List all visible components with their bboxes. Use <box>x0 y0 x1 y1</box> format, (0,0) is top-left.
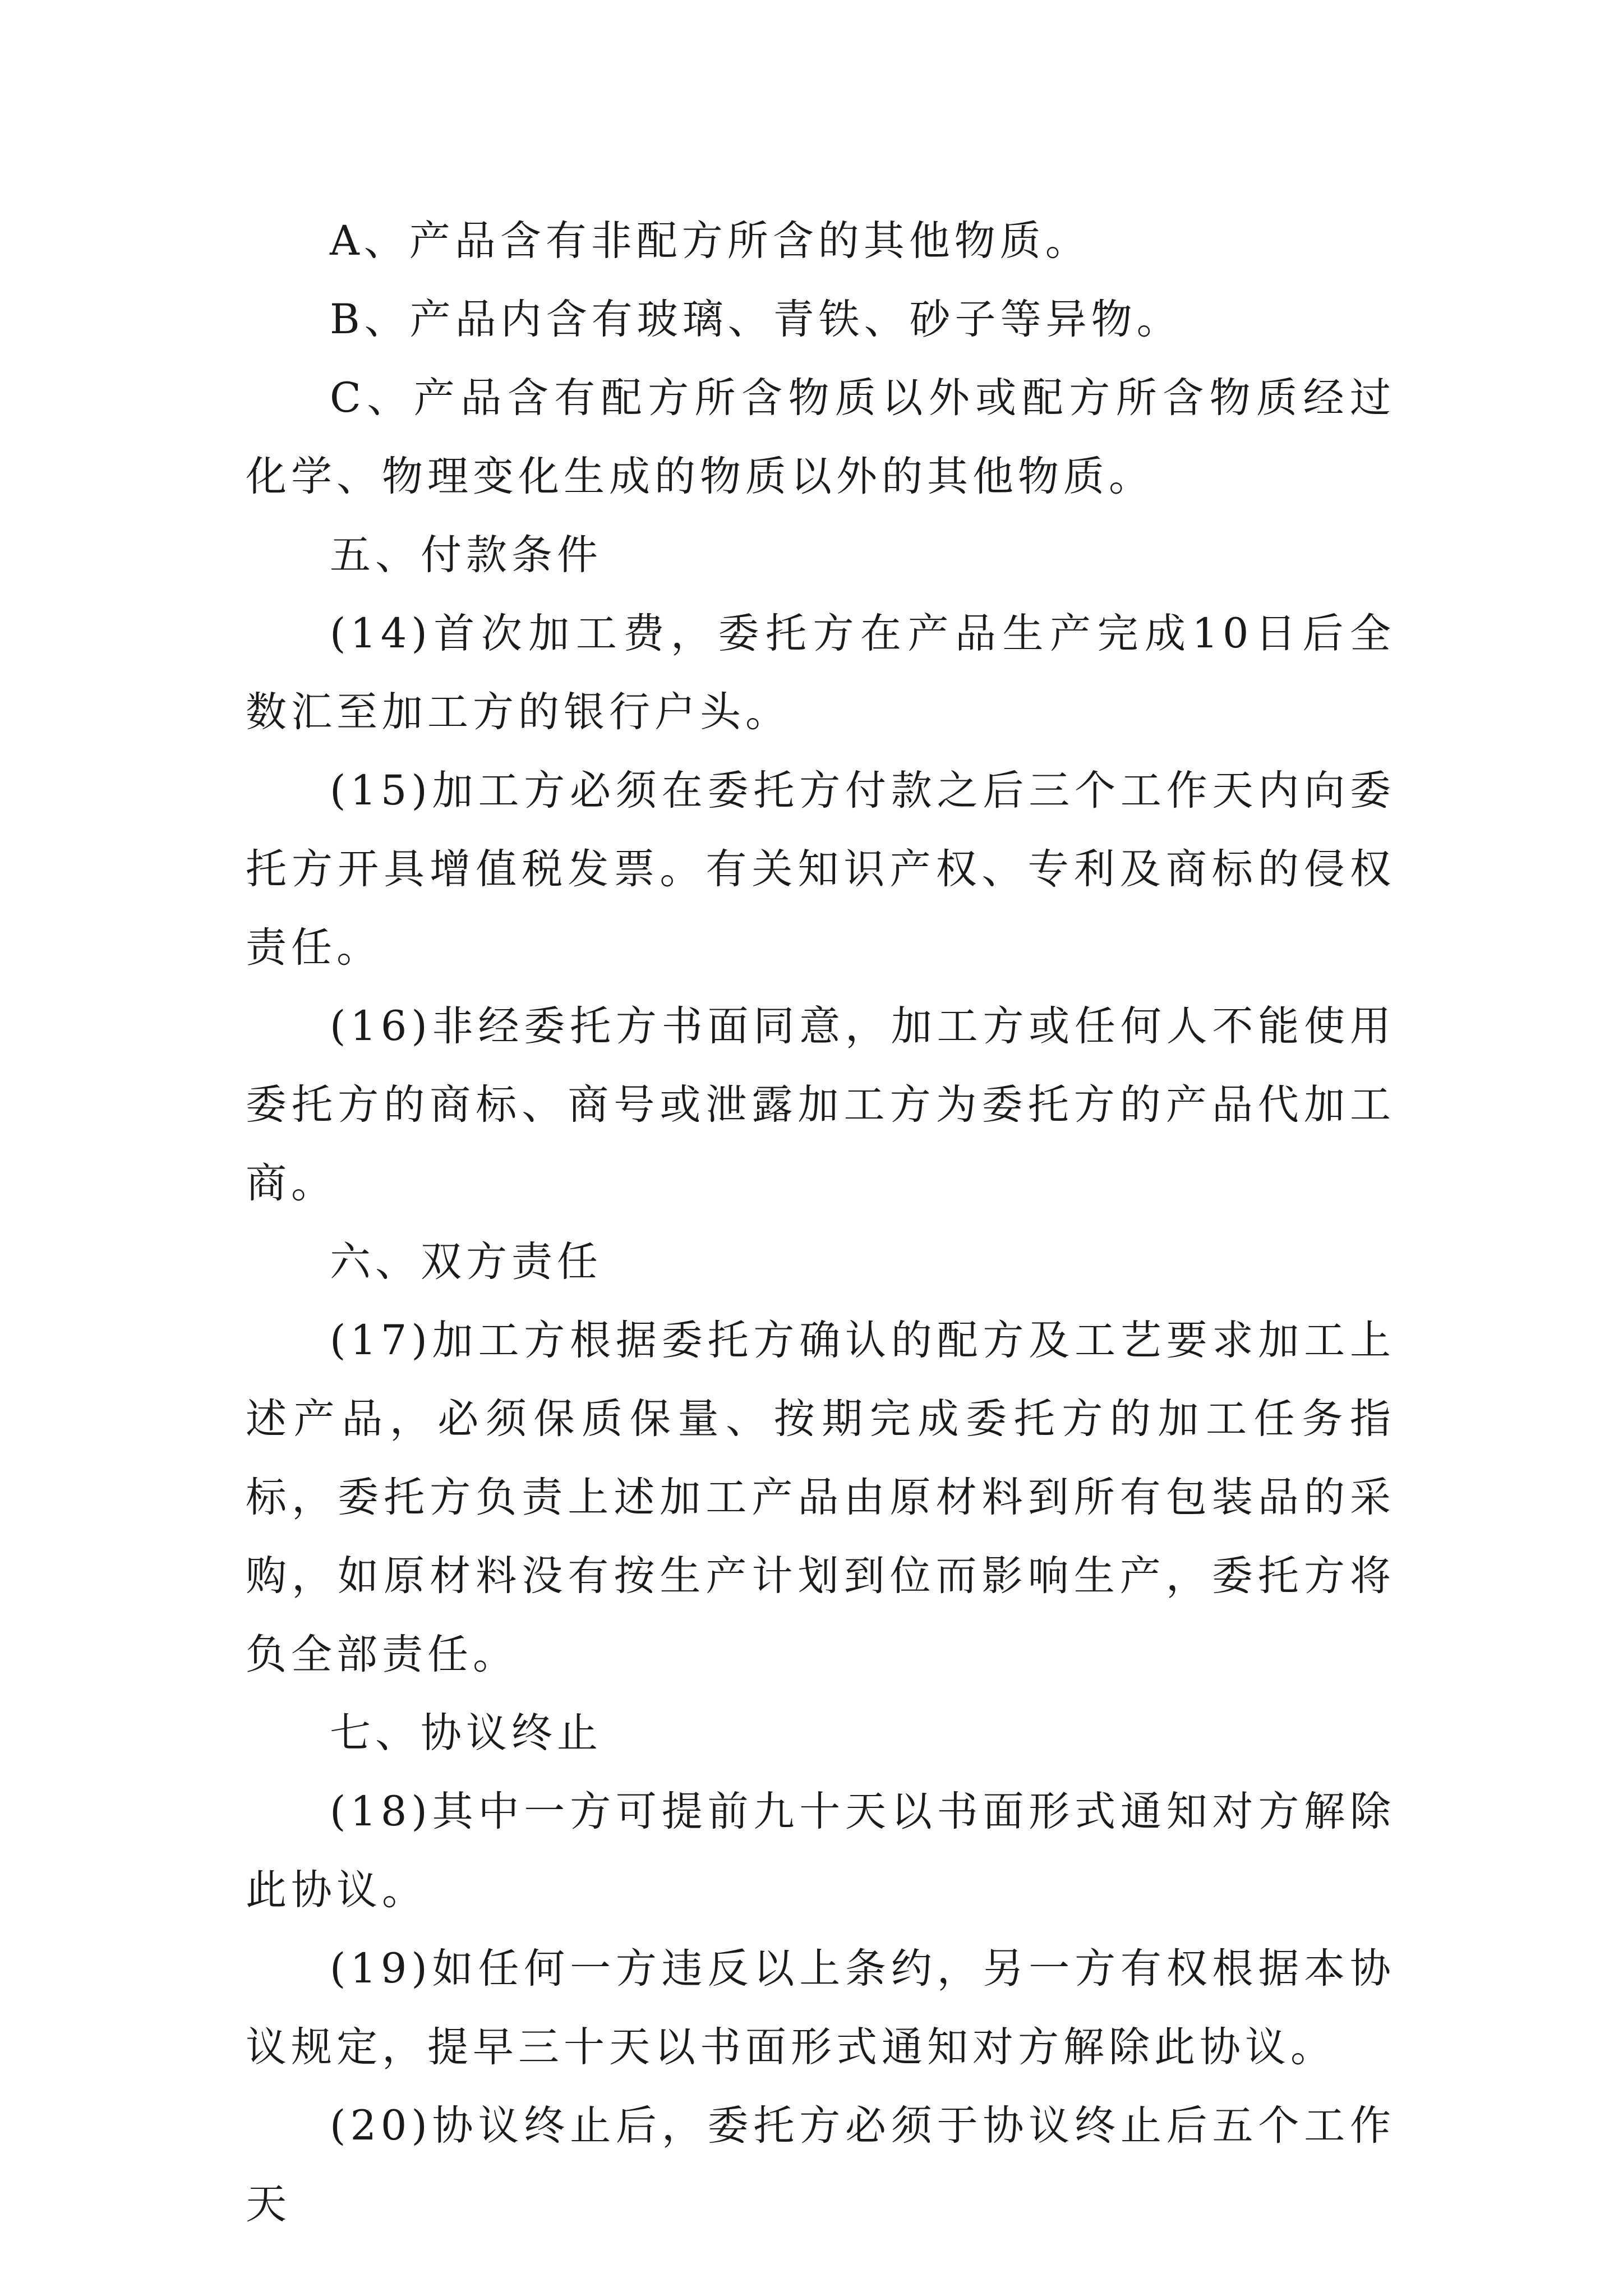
section-heading-responsibilities: 六、双方责任 <box>330 1238 602 1286</box>
paragraph-clause-15: (15)加工方必须在委托方付款之后三个工作天内向委托方开具增值税发票。有关知识产权、专利及商标的侵权责任。 <box>246 767 1395 972</box>
document-body <box>246 202 1395 2244</box>
paragraph-clause-17: (17)加工方根据委托方确认的配方及工艺要求加工上述产品，必须保质保量、按期完成委托方的加工任务指标，委托方负责上述加工产品由原材料到所有包装品的采购，如原材料没有按生产计划到位而影响生产，委托方将负全部责任。 <box>246 1317 1395 1678</box>
paragraph-clause-a: A、产品含有非配方所含的其他物质。 <box>330 217 1091 265</box>
paragraph-clause-19: (19)如任何一方违反以上条约，另一方有权根据本协议规定，提早三十天以书面形式通知对方解除此协议。 <box>246 1945 1395 2071</box>
paragraph-clause-16: (16)非经委托方书面同意，加工方或任何人不能使用委托方的商标、商号或泄露加工方为委托方的产品代加工商。 <box>246 1002 1395 1207</box>
paragraph-clause-c: C、产品含有配方所含物质以外或配方所含物质经过化学、物理变化生成的物质以外的其他物质。 <box>246 374 1395 500</box>
paragraph-clause-20: (20)协议终止后，委托方必须于协议终止后五个工作天 <box>246 2102 1395 2228</box>
paragraph-clause-b: B、产品内含有玻璃、青铁、砂子等异物。 <box>330 296 1182 343</box>
paragraph-clause-14: (14)首次加工费，委托方在产品生产完成10日后全数汇至加工方的银行户头。 <box>246 610 1395 736</box>
paragraph-clause-18: (18)其中一方可提前九十天以书面形式通知对方解除此协议。 <box>246 1788 1395 1914</box>
section-heading-payment: 五、付款条件 <box>330 531 602 579</box>
section-heading-termination: 七、协议终止 <box>330 1709 602 1757</box>
